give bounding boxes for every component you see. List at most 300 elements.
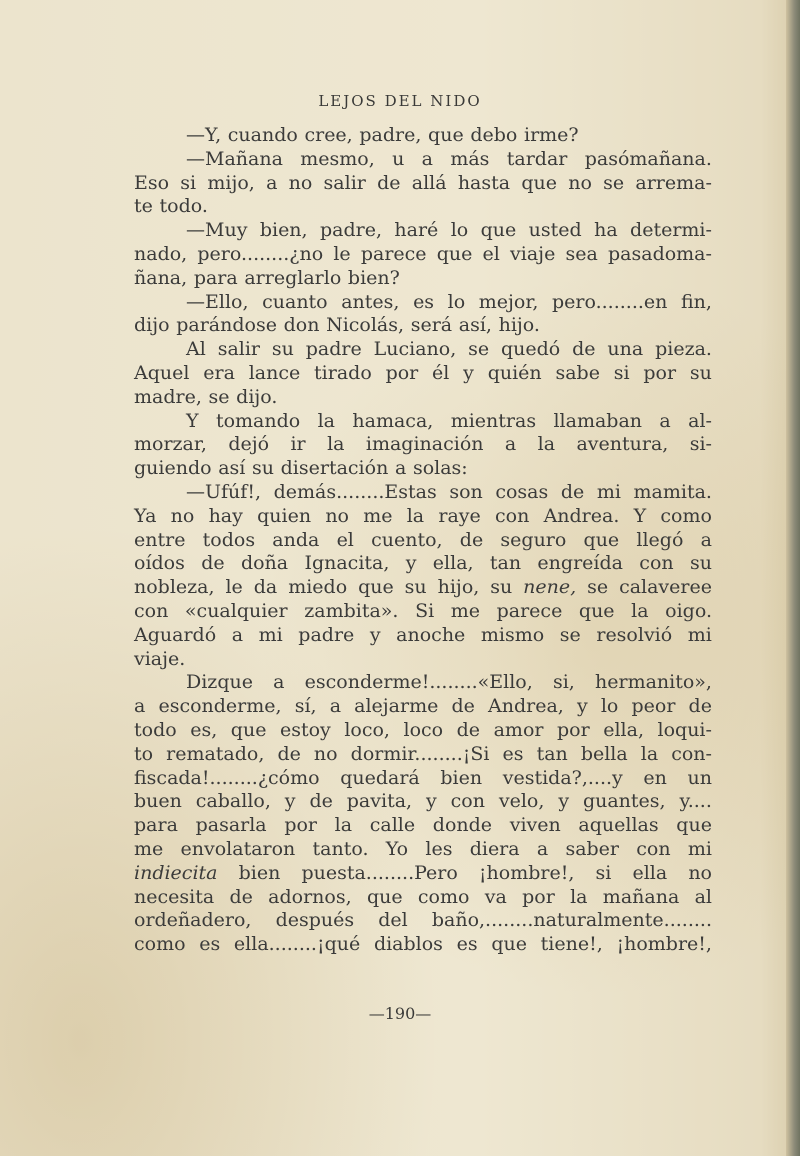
- word: quedó: [501, 338, 561, 361]
- word: mañana: [602, 885, 680, 908]
- word: más: [450, 147, 490, 170]
- word: su: [490, 576, 513, 599]
- word: padre,: [359, 124, 422, 146]
- text-line: [134, 314, 712, 338]
- word: de: [201, 552, 225, 575]
- word: para: [134, 814, 178, 837]
- word: diera: [469, 837, 520, 860]
- word: su: [271, 338, 294, 361]
- word: como: [134, 933, 186, 956]
- word: es: [502, 742, 524, 765]
- word: si: [595, 861, 612, 884]
- body-text: [134, 124, 712, 957]
- word: y....: [679, 790, 712, 813]
- word: a: [266, 171, 278, 194]
- text-line: [134, 481, 712, 505]
- page-edge-shadow: [786, 0, 800, 1156]
- word: mejor,: [478, 290, 539, 313]
- word: la: [640, 742, 659, 765]
- word: padre,: [319, 219, 383, 242]
- text-line: [134, 886, 712, 910]
- word: se: [603, 171, 625, 194]
- word: por: [385, 361, 419, 384]
- word: padre: [305, 338, 362, 361]
- word: de: [459, 528, 484, 551]
- word: vestida?,....y: [502, 766, 623, 789]
- word: bien: [440, 766, 483, 789]
- word: ella........¡qué: [233, 933, 361, 956]
- text-line: [134, 338, 712, 362]
- word: él: [432, 361, 450, 384]
- word: Eso: [134, 171, 170, 194]
- word: su: [404, 576, 427, 599]
- word: saber: [565, 837, 620, 860]
- word: entre: [134, 528, 186, 551]
- word: hermanito»,: [595, 671, 712, 694]
- word: una: [607, 338, 644, 361]
- text-line: [134, 838, 712, 862]
- word: lo: [600, 695, 619, 718]
- word: como: [417, 885, 470, 908]
- word: hijo,: [437, 576, 480, 599]
- word: donde: [432, 814, 493, 837]
- word: será: [410, 314, 453, 337]
- word: pasarla: [195, 814, 267, 837]
- word: nobleza,: [134, 576, 215, 599]
- word: la: [317, 409, 335, 432]
- text-line: [134, 195, 712, 219]
- word: ordeñadero,: [134, 909, 252, 932]
- word: bien: [238, 861, 281, 884]
- word: cuanto: [262, 290, 328, 313]
- word: no: [313, 742, 338, 765]
- word: la: [406, 504, 425, 527]
- word: que: [358, 576, 394, 599]
- word: su: [689, 361, 712, 384]
- word: —Mañana: [186, 147, 283, 170]
- word: salir: [217, 338, 261, 361]
- word: me: [134, 837, 164, 860]
- word: aquellas: [578, 814, 659, 837]
- word: mesmo,: [300, 147, 375, 170]
- word: llamaban: [553, 409, 643, 432]
- word: rematado,: [166, 742, 265, 765]
- word: era: [203, 361, 235, 384]
- word: quién: [487, 361, 542, 384]
- word: alejarme: [354, 695, 439, 718]
- text-line: [134, 267, 712, 291]
- text-line: [134, 457, 712, 481]
- word: me: [450, 599, 481, 622]
- word: de: [456, 718, 481, 741]
- word: Luciano,: [373, 338, 457, 361]
- word: peor: [631, 695, 676, 718]
- word: Yo: [385, 837, 409, 860]
- word: caballo,: [195, 790, 271, 813]
- word: bien?: [347, 266, 400, 289]
- word: mamita.: [633, 480, 712, 503]
- word: parándose: [176, 314, 277, 337]
- word: y: [425, 790, 437, 813]
- word: mi: [687, 837, 712, 860]
- word: allá: [411, 171, 447, 194]
- word: no: [325, 504, 349, 527]
- word: —Ufúf!,: [186, 480, 261, 503]
- word: Aguardó: [134, 623, 217, 646]
- word: pasómañana.: [584, 147, 712, 170]
- word: calle: [369, 814, 416, 837]
- word: ella: [632, 861, 668, 884]
- word: mi: [596, 480, 621, 503]
- word: lo: [450, 219, 469, 242]
- word: para: [193, 266, 238, 289]
- word: a: [273, 671, 285, 694]
- word: a: [536, 837, 549, 860]
- word: y: [558, 790, 570, 813]
- word: de: [377, 171, 401, 194]
- word: padre: [298, 623, 355, 646]
- word: mi: [687, 623, 712, 646]
- word: a: [700, 528, 712, 551]
- word: debo: [470, 124, 518, 146]
- word: ¡hombre!,: [616, 933, 712, 956]
- word: tiene!,: [540, 933, 603, 956]
- text-line: [134, 695, 712, 719]
- word: que: [428, 124, 464, 146]
- text-line: [134, 600, 712, 624]
- word: todos: [202, 528, 256, 551]
- word: pasadoma-: [608, 242, 712, 265]
- word: les: [425, 837, 453, 860]
- word: to: [134, 742, 154, 765]
- word: haré: [394, 219, 439, 242]
- word: su: [689, 552, 712, 575]
- word: se: [559, 623, 581, 646]
- word: fiscada!........¿cómo: [134, 766, 320, 789]
- text-line: [134, 124, 712, 148]
- word: pavita,: [346, 790, 413, 813]
- word: bien,: [259, 219, 308, 242]
- word: es,: [190, 718, 218, 741]
- word: amor: [493, 718, 544, 741]
- word: nene,: [523, 576, 577, 599]
- word: dijo: [134, 314, 170, 337]
- word: de: [451, 695, 475, 718]
- word: si: [180, 171, 197, 194]
- word: don: [283, 314, 320, 337]
- word: quien: [257, 504, 312, 527]
- word: demás........Estas: [273, 480, 437, 503]
- word: ella,: [603, 718, 644, 741]
- word: necesita: [134, 885, 215, 908]
- word: a: [134, 695, 146, 718]
- word: de: [309, 790, 333, 813]
- text-line: [134, 933, 712, 957]
- word: zambita».: [304, 599, 399, 622]
- word: pero........en: [552, 290, 668, 313]
- word: Andrea,: [488, 695, 564, 718]
- word: determi-: [630, 219, 712, 242]
- word: raye: [438, 504, 481, 527]
- word: al: [694, 885, 712, 908]
- word: tirado: [314, 361, 372, 384]
- text-line: [134, 862, 712, 886]
- word: si-: [689, 433, 712, 456]
- word: hasta: [457, 171, 511, 194]
- word: adornos,: [268, 885, 352, 908]
- word: anda: [272, 528, 320, 551]
- text-line: [134, 362, 712, 386]
- word: bella: [580, 742, 628, 765]
- word: mijo,: [207, 171, 255, 194]
- text-line: [134, 719, 712, 743]
- word: un: [687, 766, 712, 789]
- word: hamaca,: [352, 409, 434, 432]
- text-line: [134, 505, 712, 529]
- word: parece: [496, 599, 563, 622]
- word: ha: [594, 219, 618, 242]
- word: pieza.: [655, 338, 712, 361]
- word: es: [456, 933, 478, 956]
- word: que: [676, 814, 712, 837]
- word: a: [659, 409, 671, 432]
- text-line: [134, 790, 712, 814]
- word: fin,: [681, 290, 712, 313]
- word: disertación: [280, 457, 389, 480]
- word: dijo.: [236, 385, 278, 408]
- word: oigo.: [665, 599, 712, 622]
- word: le: [333, 242, 351, 265]
- word: Ignacita,: [304, 552, 390, 575]
- word: ñana,: [134, 266, 188, 289]
- word: que: [436, 242, 473, 265]
- text-line: [134, 219, 712, 243]
- word: diablos: [373, 933, 443, 956]
- word: esconderme,: [158, 695, 282, 718]
- word: el: [482, 242, 500, 265]
- word: dormir........¡Si: [350, 742, 490, 765]
- word: de: [277, 742, 301, 765]
- text-line: [134, 386, 712, 410]
- word: velo,: [498, 790, 545, 813]
- text-line: [134, 148, 712, 172]
- word: cree,: [304, 124, 353, 146]
- word: salir: [323, 171, 366, 194]
- word: no: [688, 861, 712, 884]
- word: que: [480, 219, 517, 242]
- word: si: [613, 361, 630, 384]
- word: se: [587, 576, 609, 599]
- word: la: [631, 599, 649, 622]
- text-line: [134, 529, 712, 553]
- word: la: [537, 433, 556, 456]
- word: Nicolás,: [326, 314, 405, 337]
- text-line: [134, 172, 712, 196]
- word: todo: [134, 718, 177, 741]
- word: no: [170, 504, 195, 527]
- word: se: [208, 385, 230, 408]
- word: resolvió: [596, 623, 673, 646]
- word: cuento,: [371, 528, 443, 551]
- word: tomando: [215, 409, 301, 432]
- word: que: [366, 885, 403, 908]
- word: después: [275, 909, 355, 932]
- word: doña: [240, 552, 289, 575]
- word: todo.: [159, 195, 208, 218]
- word: arrema-: [635, 171, 712, 194]
- word: por: [557, 718, 590, 741]
- word: loco: [403, 718, 444, 741]
- word: sea: [565, 242, 598, 265]
- word: son: [449, 480, 483, 503]
- word: loqui-: [657, 718, 712, 741]
- word: guantes,: [582, 790, 666, 813]
- word: que: [491, 933, 527, 956]
- text-line: [134, 291, 712, 315]
- word: que: [230, 718, 267, 741]
- word: no: [568, 171, 592, 194]
- word: y: [405, 552, 417, 575]
- word: tan: [536, 742, 568, 765]
- word: es: [413, 290, 435, 313]
- word: dejó: [228, 433, 270, 456]
- word: u: [392, 147, 405, 170]
- word: y: [284, 790, 296, 813]
- word: a: [421, 147, 433, 170]
- word: con: [495, 504, 530, 527]
- word: mismo: [480, 623, 545, 646]
- word: pero........¿no: [197, 242, 324, 265]
- word: viaje: [510, 242, 556, 265]
- text-line: [134, 767, 712, 791]
- text-line: [134, 814, 712, 838]
- word: imaginación: [365, 433, 484, 456]
- word: aventura,: [576, 433, 669, 456]
- word: con-: [671, 742, 712, 765]
- word: Si: [415, 599, 435, 622]
- word: puesta........Pero: [301, 861, 458, 884]
- word: guiendo: [134, 457, 212, 480]
- word: por: [284, 814, 317, 837]
- word: a: [394, 457, 407, 480]
- word: a: [231, 623, 244, 646]
- word: te: [134, 195, 153, 218]
- word: indiecita: [134, 861, 218, 884]
- word: nado,: [134, 242, 188, 265]
- word: del: [378, 909, 408, 932]
- text-line: [134, 576, 712, 600]
- word: la: [327, 433, 345, 456]
- word: Aquel: [134, 361, 190, 384]
- word: mi: [258, 623, 283, 646]
- word: tardar: [506, 147, 568, 170]
- text-line: [134, 648, 712, 672]
- word: la: [570, 885, 588, 908]
- word: calaveree: [619, 576, 712, 599]
- word: miedo: [288, 576, 348, 599]
- word: seguro: [500, 528, 567, 551]
- word: con: [639, 552, 674, 575]
- text-line: [134, 909, 712, 933]
- word: anoche: [396, 623, 466, 646]
- running-head: LEJOS DEL NIDO: [318, 92, 482, 110]
- word: cuando: [227, 124, 298, 146]
- word: si,: [552, 671, 575, 694]
- word: la: [334, 814, 353, 837]
- word: esconderme!........«Ello,: [304, 671, 533, 694]
- word: a: [329, 695, 342, 718]
- word: es: [199, 933, 221, 956]
- word: que: [583, 528, 620, 551]
- word: que: [521, 171, 557, 194]
- word: —Ello,: [186, 290, 249, 313]
- word: hijo.: [498, 314, 540, 337]
- word: como: [660, 504, 712, 527]
- word: da: [253, 576, 278, 599]
- word: su: [252, 457, 274, 480]
- word: tanto.: [312, 837, 369, 860]
- word: envolataron: [180, 837, 296, 860]
- text-line: [134, 624, 712, 648]
- word: ella,: [432, 552, 474, 575]
- word: así: [218, 457, 246, 480]
- word: y: [369, 623, 381, 646]
- word: antes,: [341, 290, 400, 313]
- word: y: [576, 695, 588, 718]
- word: que: [578, 599, 615, 622]
- word: estoy: [279, 718, 331, 741]
- word: Ya: [134, 504, 157, 527]
- word: lance: [248, 361, 301, 384]
- word: Y: [633, 504, 647, 527]
- word: mientras: [450, 409, 537, 432]
- word: oídos: [134, 552, 185, 575]
- word: solas:: [412, 457, 468, 480]
- text-line: [134, 671, 712, 695]
- word: —Y,: [186, 124, 222, 146]
- word: Al: [186, 338, 206, 361]
- word: de: [688, 695, 712, 718]
- word: buen: [134, 790, 182, 813]
- word: le: [225, 576, 243, 599]
- word: de: [229, 885, 253, 908]
- word: a: [504, 433, 517, 456]
- word: no: [288, 171, 313, 194]
- word: engreída: [537, 552, 623, 575]
- word: por: [522, 885, 555, 908]
- word: con: [450, 790, 485, 813]
- word: madre,: [134, 385, 202, 408]
- word: loco,: [344, 718, 390, 741]
- word: así,: [458, 314, 492, 337]
- word: va: [484, 885, 507, 908]
- word: ir: [290, 433, 306, 456]
- text-line: [134, 243, 712, 267]
- word: «cualquier: [184, 599, 288, 622]
- word: ¡hombre!,: [478, 861, 575, 884]
- page-number: —190—: [368, 1004, 432, 1023]
- text-line: [134, 433, 712, 457]
- word: llegó: [636, 528, 684, 551]
- word: al-: [688, 409, 712, 432]
- word: en: [643, 766, 667, 789]
- word: viven: [509, 814, 561, 837]
- word: baño,........naturalmente........: [431, 909, 712, 932]
- word: parece: [360, 242, 427, 265]
- word: viaje.: [134, 647, 186, 670]
- word: por: [643, 361, 677, 384]
- word: tan: [489, 552, 522, 575]
